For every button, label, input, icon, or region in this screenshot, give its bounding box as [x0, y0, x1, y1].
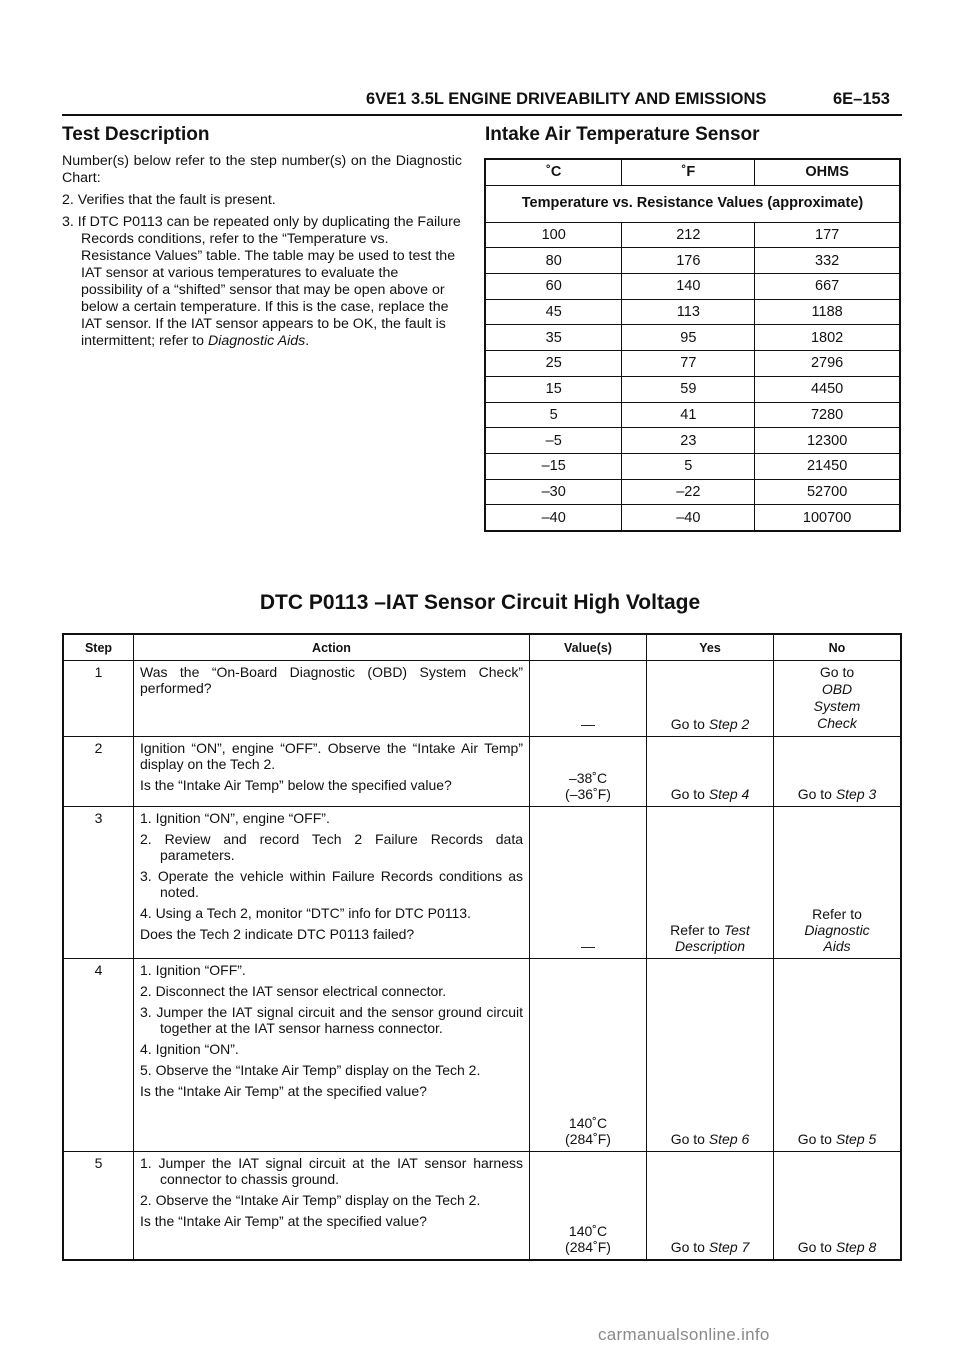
fahrenheit-cell: 212: [622, 222, 755, 248]
fahrenheit-cell: 5: [622, 453, 755, 479]
iat-subheader: Temperature vs. Resistance Values (approximate): [485, 185, 900, 222]
item-3-end: .: [305, 333, 310, 349]
no-link[interactable]: Diagnostic Aids: [804, 922, 870, 954]
ohms-cell: 1188: [755, 299, 900, 325]
ohms-cell: 12300: [755, 428, 900, 454]
no-result: [774, 737, 902, 807]
iat-header-row: [485, 159, 900, 185]
test-description-item-2: 2. Verifies that the fault is present.: [62, 192, 276, 208]
fahrenheit-cell: 95: [622, 325, 755, 351]
test-description-section: [62, 124, 462, 355]
go-to-text: Go to: [670, 786, 709, 802]
no-link[interactable]: Step 5: [835, 1131, 877, 1147]
go-to-text: Go to: [670, 1238, 709, 1255]
no-link[interactable]: OBD System Check: [813, 681, 861, 731]
step-action: [134, 737, 530, 807]
table-row: [485, 325, 900, 351]
celsius-cell: 60: [485, 274, 622, 300]
step-number: 4: [63, 959, 134, 1152]
step-value: [530, 1152, 647, 1260]
ohms-cell: 52700: [755, 479, 900, 505]
table-row: [485, 222, 900, 248]
celsius-cell: 100: [485, 222, 622, 248]
fahrenheit-cell: 140: [622, 274, 755, 300]
value-fahrenheit: (284˚F): [565, 1131, 611, 1147]
table-row: [485, 428, 900, 454]
celsius-cell: 15: [485, 376, 622, 402]
test-description-intro: Number(s) below refer to the step number(s) on the Diagnostic Chart:: [62, 153, 462, 186]
action-step: 2. Observe the “Intake Air Temp” display on the Tech 2.: [140, 1192, 481, 1208]
yes-result: [647, 661, 774, 737]
yes-link[interactable]: Step 7: [708, 1238, 750, 1255]
value-celsius: 140˚C: [568, 1222, 608, 1239]
yes-result: [647, 959, 774, 1152]
ohms-cell: 667: [755, 274, 900, 300]
yes-link[interactable]: Test Description: [674, 922, 750, 954]
fahrenheit-cell: 77: [622, 351, 755, 377]
action-step: 2. Review and record Tech 2 Failure Records data parameters.: [140, 831, 523, 863]
table-row: [485, 248, 900, 274]
header-rule: [62, 114, 902, 116]
test-description-item-3: [62, 214, 462, 350]
table-row: [485, 402, 900, 428]
table-row: [485, 505, 900, 531]
action-step: 1. Ignition “ON”, engine “OFF”.: [140, 810, 330, 826]
fahrenheit-cell: 176: [622, 248, 755, 274]
fahrenheit-cell: –22: [622, 479, 755, 505]
go-to-text: Go to: [797, 1238, 836, 1255]
step-value: —: [530, 807, 647, 959]
col-action: Action: [134, 634, 530, 661]
step-number: 2: [63, 737, 134, 807]
ohms-cell: 332: [755, 248, 900, 274]
yes-link[interactable]: Step 4: [708, 786, 750, 802]
action-step: 3. Operate the vehicle within Failure Records conditions as noted.: [140, 868, 523, 900]
iat-resistance-table: [484, 158, 901, 532]
step-number: 3: [63, 807, 134, 959]
action-step: 2. Disconnect the IAT sensor electrical connector.: [140, 983, 447, 999]
iat-table-body: [485, 222, 900, 531]
go-to-text: Go to: [670, 1131, 709, 1147]
step-action: [134, 1152, 530, 1260]
go-to-text: Go to: [819, 664, 855, 680]
no-result: [774, 1152, 902, 1260]
action-step: 1. Jumper the IAT signal circuit at the IAT sensor harness connector to chassis ground.: [140, 1155, 523, 1187]
table-row: [485, 299, 900, 325]
col-values: Value(s): [530, 634, 647, 661]
yes-link[interactable]: Step 6: [708, 1131, 750, 1147]
yes-link[interactable]: Step 2: [708, 716, 750, 732]
fahrenheit-cell: 41: [622, 402, 755, 428]
ohms-cell: 100700: [755, 505, 900, 531]
table-row: [63, 807, 901, 959]
ohms-cell: 1802: [755, 325, 900, 351]
celsius-cell: 5: [485, 402, 622, 428]
no-link[interactable]: Step 8: [835, 1238, 877, 1255]
action-step: 5. Observe the “Intake Air Temp” display on the Tech 2.: [140, 1062, 481, 1078]
col-fahrenheit: ˚F: [622, 159, 755, 185]
dtc-header-row: [63, 634, 901, 661]
step-number: 5: [63, 1152, 134, 1260]
celsius-cell: 35: [485, 325, 622, 351]
yes-result: [647, 807, 774, 959]
col-yes: Yes: [647, 634, 774, 661]
ohms-cell: 4450: [755, 376, 900, 402]
dtc-title: DTC P0113 –IAT Sensor Circuit High Voltage: [259, 591, 701, 614]
action-step: 4. Using a Tech 2, monitor “DTC” info for DTC P0113.: [140, 905, 471, 921]
value-fahrenheit: (–36˚F): [565, 786, 611, 802]
table-row: [485, 351, 900, 377]
action-question: Is the “Intake Air Temp” at the specified value?: [140, 1083, 427, 1099]
table-row: [485, 376, 900, 402]
action-step: 4. Ignition “ON”.: [140, 1041, 239, 1057]
watermark: carmanualsonline.info: [598, 1325, 770, 1344]
action-question: Does the Tech 2 indicate DTC P0113 failed?: [140, 926, 415, 942]
page-number: 6E–153: [833, 90, 890, 108]
table-row: [63, 959, 901, 1152]
action-question: Is the “Intake Air Temp” below the specified value?: [140, 777, 452, 793]
action-question: Is the “Intake Air Temp” at the specified value?: [140, 1213, 427, 1229]
step-value: [530, 737, 647, 807]
item-3-text: 3. If DTC P0113 can be repeated only by duplicating the Failure Records conditions, refer to the “Temperature vs. Resistance Values” table. The table may be used to test the IAT sensor at various temperatures to evaluate the possibility of a “shifted” sensor that may be open above or below a certain temperature. If this is the case, replace the IAT sensor. If the IAT sensor appears to be OK, the fault is intermittent; refer to: [62, 214, 461, 349]
action-step: 1. Ignition “OFF”.: [140, 962, 246, 978]
table-row: [63, 1152, 901, 1260]
refer-to-text: Refer to: [670, 922, 720, 938]
celsius-cell: 80: [485, 248, 622, 274]
col-step: Step: [63, 634, 134, 661]
no-result: [774, 807, 902, 959]
go-to-text: Go to: [797, 786, 836, 802]
fahrenheit-cell: 113: [622, 299, 755, 325]
ohms-cell: 177: [755, 222, 900, 248]
celsius-cell: 25: [485, 351, 622, 377]
diagnostic-aids-link[interactable]: Diagnostic Aids: [207, 333, 306, 349]
header-title: 6VE1 3.5L ENGINE DRIVEABILITY AND EMISSIONS: [366, 90, 767, 108]
action-line: Ignition “ON”, engine “OFF”. Observe the “Intake Air Temp” display on the Tech 2.: [140, 740, 523, 772]
step-value: —: [530, 661, 647, 737]
go-to-text: Go to: [670, 716, 709, 732]
value-fahrenheit: (284˚F): [565, 1238, 611, 1255]
step-number: 1: [63, 661, 134, 737]
ohms-cell: 2796: [755, 351, 900, 377]
table-row: [485, 274, 900, 300]
celsius-cell: 45: [485, 299, 622, 325]
col-celsius: ˚C: [485, 159, 622, 185]
celsius-cell: –40: [485, 505, 622, 531]
table-row: [485, 453, 900, 479]
test-description-heading: Test Description: [62, 124, 210, 145]
step-action: [134, 959, 530, 1152]
no-result: [774, 661, 902, 737]
yes-result: [647, 737, 774, 807]
step-action: [134, 807, 530, 959]
value-celsius: 140˚C: [568, 1115, 608, 1131]
dtc-diagnostic-table: [62, 633, 902, 1261]
no-link[interactable]: Step 3: [835, 786, 877, 802]
ohms-cell: 7280: [755, 402, 900, 428]
celsius-cell: –15: [485, 453, 622, 479]
table-row: [63, 737, 901, 807]
celsius-cell: –5: [485, 428, 622, 454]
go-to-text: Go to: [797, 1131, 836, 1147]
step-value: [530, 959, 647, 1152]
iat-table-title: Intake Air Temperature Sensor: [485, 124, 760, 145]
step-action: [134, 661, 530, 737]
iat-subheader-row: [485, 185, 900, 222]
ohms-cell: 21450: [755, 453, 900, 479]
action-step: 3. Jumper the IAT signal circuit and the sensor ground circuit together at the IAT sensor harness connector.: [140, 1004, 523, 1036]
refer-to-text: Refer to: [812, 906, 862, 922]
yes-result: [647, 1152, 774, 1260]
table-row: [485, 479, 900, 505]
no-result: [774, 959, 902, 1152]
col-ohms: OHMS: [755, 159, 900, 185]
fahrenheit-cell: –40: [622, 505, 755, 531]
action-line: Was the “On-Board Diagnostic (OBD) System Check” performed?: [140, 664, 523, 696]
value-celsius: –38˚C: [568, 770, 608, 786]
fahrenheit-cell: 59: [622, 376, 755, 402]
fahrenheit-cell: 23: [622, 428, 755, 454]
col-no: No: [774, 634, 902, 661]
table-row: [63, 661, 901, 737]
celsius-cell: –30: [485, 479, 622, 505]
